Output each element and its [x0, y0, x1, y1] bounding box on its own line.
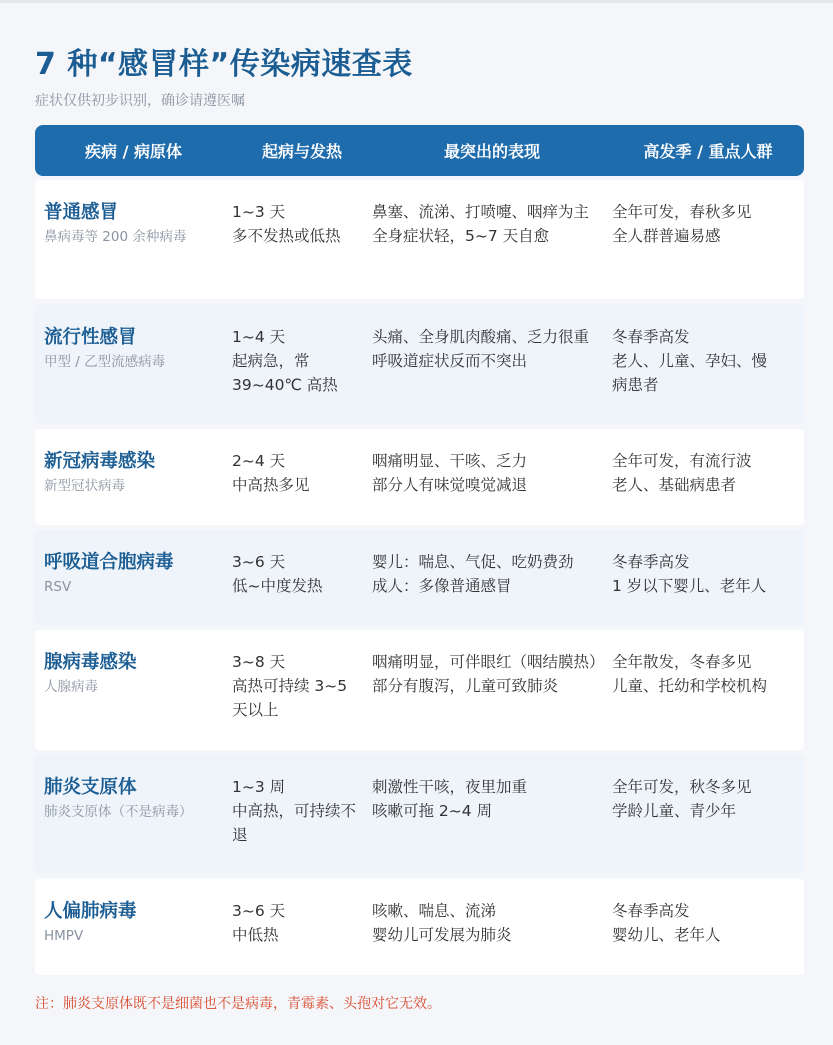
- onset-cell: [232, 755, 372, 873]
- onset-line: 1~4 天: [232, 328, 286, 346]
- symptoms-cell: [372, 879, 612, 975]
- onset-line: 中高热多见: [232, 476, 310, 494]
- page-title: 7 种“感冒样”传染病速查表: [35, 47, 413, 82]
- season-line: 冬春季高发: [612, 553, 690, 571]
- symptom-line: 刺激性干咳，夜里加重: [372, 778, 528, 796]
- table-row: [35, 755, 804, 873]
- season-line: 1 岁以下婴儿、老年人: [612, 577, 767, 595]
- pathogen-name: 鼻病毒等 200 余种病毒: [44, 229, 187, 245]
- season-cell: [612, 630, 804, 750]
- season-line: 冬春季高发: [612, 902, 690, 920]
- symptoms-cell: [372, 180, 612, 299]
- disease-cell: [35, 530, 232, 625]
- disease-name: 普通感冒: [44, 202, 119, 223]
- onset-line: 高热可持续 3~5 天以上: [232, 677, 348, 719]
- disease-name: 流行性感冒: [44, 327, 137, 348]
- season-cell: [612, 180, 804, 299]
- season-line: 全年散发，冬春多见: [612, 653, 752, 671]
- season-line: 全年可发，秋冬多见: [612, 778, 752, 796]
- symptom-line: 部分人有味觉嗅觉减退: [372, 476, 528, 494]
- onset-cell: [232, 530, 372, 625]
- season-line: 全人群普遍易感: [612, 227, 721, 245]
- onset-cell: [232, 305, 372, 423]
- pathogen-name: RSV: [44, 579, 72, 595]
- table-row: [35, 630, 804, 750]
- disease-cell: [35, 429, 232, 525]
- pathogen-name: HMPV: [44, 928, 84, 944]
- table-header: [35, 125, 804, 176]
- onset-line: 3~6 天: [232, 553, 286, 571]
- symptom-line: 咳嗽可拖 2~4 周: [372, 802, 493, 820]
- season-line: 老人、儿童、孕妇、慢病患者: [612, 352, 768, 394]
- season-line: 全年可发，有流行波: [612, 452, 752, 470]
- header-onset: 起病与发热: [261, 142, 342, 161]
- onset-line: 起病急，常 39~40℃ 高热: [232, 352, 338, 394]
- disease-name: 人偏肺病毒: [44, 901, 137, 922]
- pathogen-name: 人腺病毒: [44, 679, 98, 695]
- onset-line: 2~4 天: [232, 452, 286, 470]
- symptom-line: 咽痛明显，可伴眼红（咽结膜热）: [372, 653, 605, 671]
- onset-line: 中高热，可持续不退: [232, 802, 357, 844]
- onset-line: 多不发热或低热: [232, 227, 341, 245]
- onset-cell: [232, 630, 372, 750]
- table-row: [35, 530, 804, 625]
- disease-name: 新冠病毒感染: [44, 451, 156, 472]
- footnote: 注：肺炎支原体既不是细菌也不是病毒，青霉素、头孢对它无效。: [35, 996, 441, 1012]
- season-line: 老人、基础病患者: [612, 476, 737, 494]
- disease-name: 呼吸道合胞病毒: [44, 552, 174, 573]
- pathogen-name: 肺炎支原体（不是病毒）: [44, 804, 193, 820]
- table-row: [35, 429, 804, 525]
- symptom-line: 全身症状轻，5~7 天自愈: [372, 227, 550, 245]
- symptom-line: 咳嗽、喘息、流涕: [372, 902, 497, 920]
- season-cell: [612, 305, 804, 423]
- header-season: 高发季 / 重点人群: [643, 142, 773, 161]
- pathogen-name: 新型冠状病毒: [44, 478, 125, 494]
- onset-line: 1~3 周: [232, 778, 286, 796]
- disease-cell: [35, 755, 232, 873]
- symptoms-cell: [372, 530, 612, 625]
- season-line: 全年可发，春秋多见: [612, 203, 752, 221]
- symptom-line: 咽痛明显、干咳、乏力: [372, 452, 528, 470]
- symptom-line: 鼻塞、流涕、打喷嚏、咽痒为主: [372, 203, 590, 221]
- disease-name: 肺炎支原体: [44, 777, 137, 798]
- pathogen-name: 甲型 / 乙型流感病毒: [44, 354, 166, 370]
- header-disease: 疾病 / 病原体: [85, 142, 182, 161]
- season-line: 儿童、托幼和学校机构: [612, 677, 768, 695]
- table-row: [35, 879, 804, 975]
- symptom-line: 头痛、全身肌肉酸痛、乏力很重: [372, 328, 590, 346]
- onset-line: 中低热: [232, 926, 279, 944]
- symptoms-cell: [372, 755, 612, 873]
- season-line: 冬春季高发: [612, 328, 690, 346]
- onset-cell: [232, 180, 372, 299]
- season-cell: [612, 879, 804, 975]
- season-cell: [612, 429, 804, 525]
- season-cell: [612, 755, 804, 873]
- disease-name: 腺病毒感染: [44, 652, 137, 673]
- onset-cell: [232, 429, 372, 525]
- symptom-line: 婴儿：喘息、气促、吃奶费劲: [372, 553, 574, 571]
- season-cell: [612, 530, 804, 625]
- header-symptoms: 最突出的表现: [443, 142, 540, 161]
- season-line: 婴幼儿、老年人: [612, 926, 721, 944]
- season-line: 学龄儿童、青少年: [612, 802, 737, 820]
- onset-line: 3~6 天: [232, 902, 286, 920]
- symptoms-cell: [372, 630, 612, 750]
- disease-cell: [35, 180, 232, 299]
- onset-line: 低~中度发热: [232, 577, 323, 595]
- disease-cell: [35, 879, 232, 975]
- symptoms-cell: [372, 429, 612, 525]
- onset-line: 1~3 天: [232, 203, 286, 221]
- page-subtitle: 症状仅供初步识别，确诊请遵医嘱: [35, 93, 245, 109]
- symptom-line: 部分有腹泻，儿童可致肺炎: [372, 677, 559, 695]
- symptoms-cell: [372, 305, 612, 423]
- onset-line: 3~8 天: [232, 653, 286, 671]
- table-row: [35, 180, 804, 299]
- disease-cell: [35, 630, 232, 750]
- disease-cell: [35, 305, 232, 423]
- symptom-line: 婴幼儿可发展为肺炎: [372, 926, 512, 944]
- quick-reference-table: [35, 125, 804, 944]
- symptom-line: 成人：多像普通感冒: [372, 577, 512, 595]
- symptom-line: 呼吸道症状反而不突出: [372, 352, 528, 370]
- table-row: [35, 305, 804, 423]
- onset-cell: [232, 879, 372, 975]
